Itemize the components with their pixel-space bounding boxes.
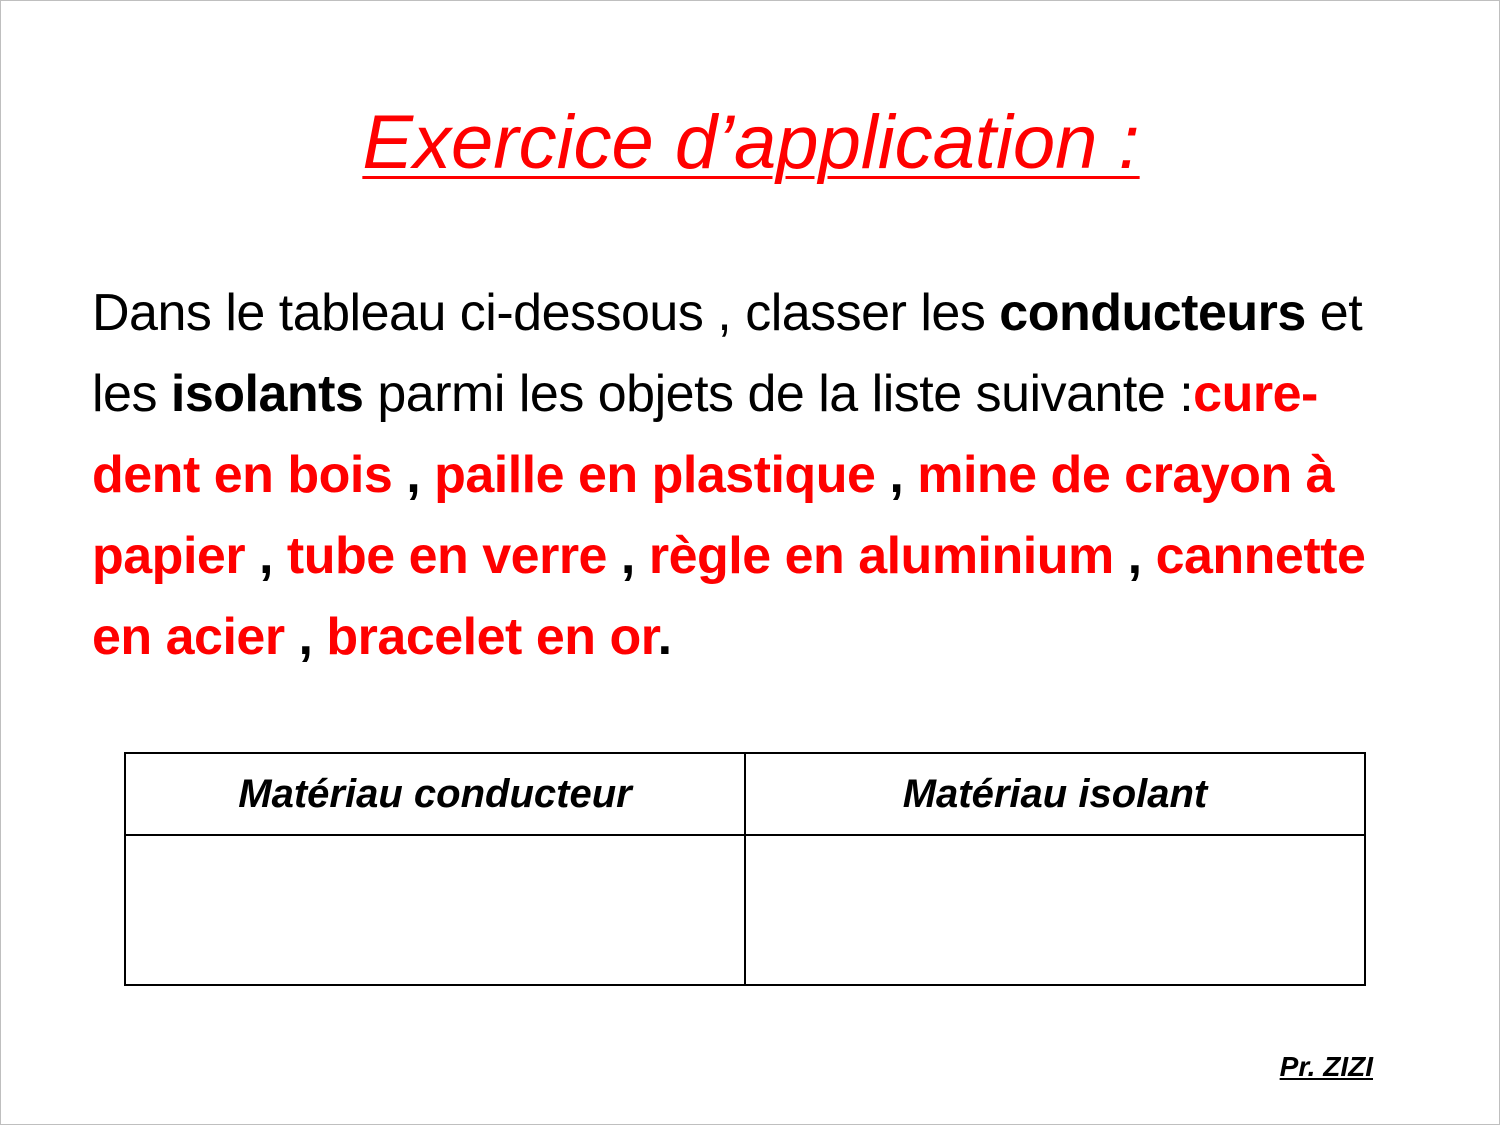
list-item-regle-aluminium: règle en aluminium <box>648 527 1114 585</box>
instruction-join-1: et les <box>92 284 1363 423</box>
term-conducteurs: conducteurs <box>999 284 1306 342</box>
list-item-tube-verre: tube en verre <box>286 527 607 585</box>
list-item-cannette-acier: cannette en acier <box>92 527 1366 666</box>
list-separator: , <box>392 446 435 504</box>
table-row <box>125 835 1365 985</box>
cell-isolant-answer[interactable] <box>745 835 1365 985</box>
list-separator: , <box>284 608 327 666</box>
term-isolants: isolants <box>170 365 364 423</box>
list-separator: , <box>606 527 649 585</box>
author-signature: Pr. ZIZI <box>1279 1051 1373 1082</box>
header-isolant: Matériau isolant <box>745 753 1365 835</box>
list-separator: , <box>875 446 918 504</box>
list-end-period: . <box>657 608 672 666</box>
slide-title: Exercice d’application : <box>362 100 1140 185</box>
list-item-paille: paille en plastique <box>434 446 876 504</box>
header-conducteur: Matériau conducteur <box>125 753 745 835</box>
instruction-join-2: parmi les objets de la liste suivante : <box>363 365 1194 423</box>
cell-conducteur-answer[interactable] <box>125 835 745 985</box>
table-header-row <box>125 753 1365 835</box>
list-separator: , <box>1113 527 1156 585</box>
list-separator: , <box>245 527 287 585</box>
instruction-paragraph <box>92 273 1422 678</box>
classification-table <box>124 752 1366 986</box>
list-item-cure-dent: cure-dent en bois <box>92 365 1318 504</box>
list-item-mine-crayon: mine de crayon à papier <box>92 446 1335 585</box>
list-item-bracelet-or: bracelet en or <box>326 608 658 666</box>
instruction-intro: Dans le tableau ci-dessous , classer les <box>92 284 1000 342</box>
